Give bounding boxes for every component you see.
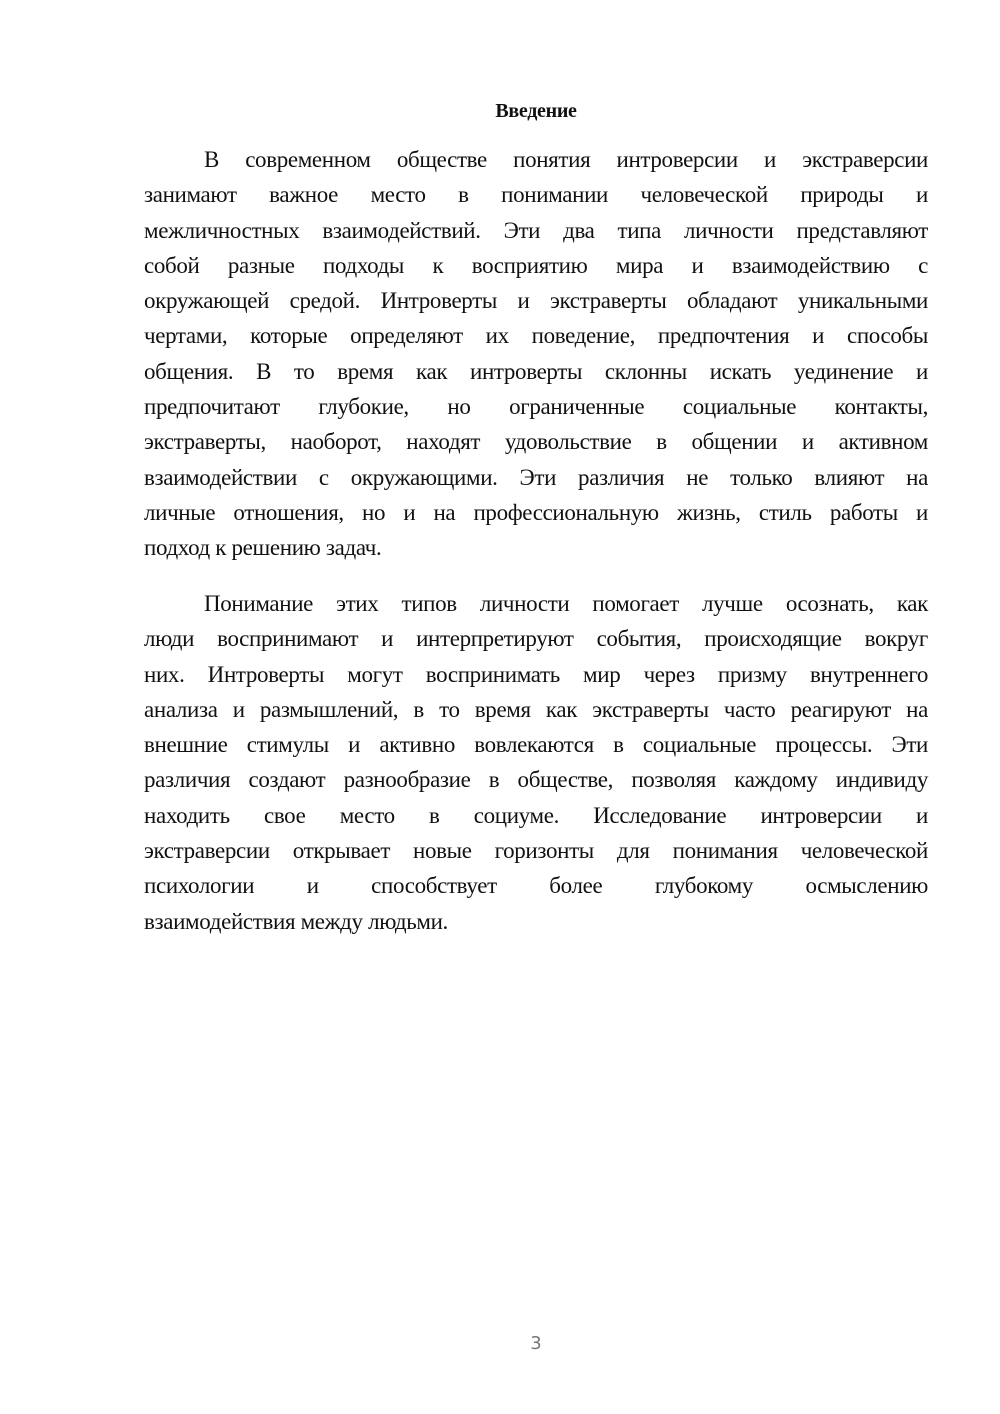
text-line: различия создают разнообразие в обществе, позволяя каждому индивиду — [144, 767, 928, 793]
page-number: 3 — [530, 1333, 542, 1354]
text-line: занимают важное место в понимании человеческой природы и — [144, 182, 928, 208]
text-line: личные отношения, но и на профессиональную жизнь, стиль работы и — [144, 499, 928, 525]
text-line: подход к решению задач. — [144, 535, 382, 561]
paragraph-1 — [144, 142, 928, 566]
text-line: собой разные подходы к восприятию мира и взаимодействию с — [144, 252, 928, 278]
section-heading: Введение — [495, 100, 577, 122]
text-line: общения. В то время как интроверты склонны искать уединение и — [144, 358, 928, 384]
text-line: В современном обществе понятия интроверсии и экстраверсии — [204, 147, 928, 172]
paragraph-2 — [144, 586, 928, 939]
text-line: межличностных взаимодействий. Эти два типа личности представляют — [144, 217, 928, 243]
text-line: люди воспринимают и интерпретируют события, происходящие вокруг — [144, 626, 928, 652]
text-line: экстраверты, наоборот, находят удовольствие в общении и активном — [144, 429, 928, 455]
text-line: анализа и размышлений, в то время как экстраверты часто реагируют на — [144, 696, 928, 722]
text-line: психологии и способствует более глубокому осмыслению — [144, 873, 928, 899]
text-line: предпочитают глубокие, но ограниченные социальные контакты, — [144, 394, 928, 420]
text-line: Понимание этих типов личности помогает лучше осознать, как — [204, 591, 928, 616]
text-line: внешние стимулы и активно вовлекаются в социальные процессы. Эти — [144, 732, 928, 758]
text-line: находить свое место в социуме. Исследование интроверсии и — [144, 802, 928, 828]
text-line: экстраверсии открывает новые горизонты для понимания человеческой — [144, 838, 928, 864]
text-line: чертами, которые определяют их поведение, предпочтения и способы — [144, 323, 928, 349]
text-line: них. Интроверты могут воспринимать мир через призму внутреннего — [144, 661, 928, 687]
text-line: взаимодействия между людьми. — [144, 908, 448, 934]
text-line: взаимодействии с окружающими. Эти различия не только влияют на — [144, 464, 928, 490]
text-line: окружающей средой. Интроверты и экстраверты обладают уникальными — [144, 288, 928, 314]
